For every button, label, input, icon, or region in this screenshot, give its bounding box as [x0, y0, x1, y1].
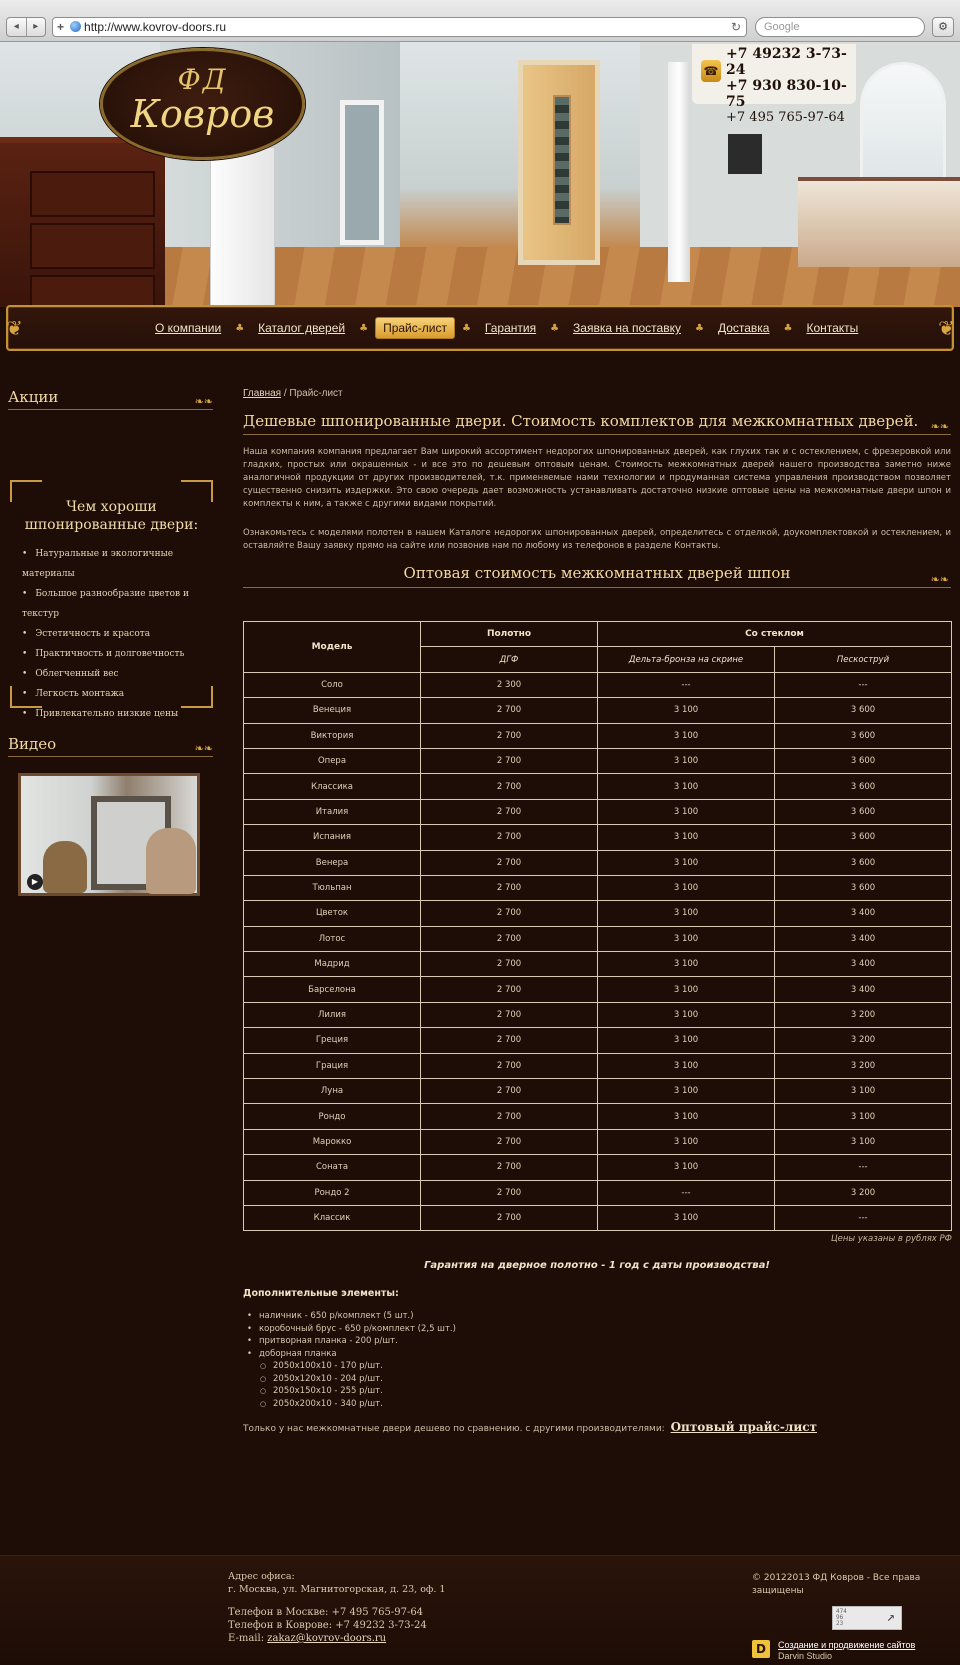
video-heading-text: Видео [8, 735, 57, 753]
corner-ornament-icon [181, 686, 213, 708]
video-heading [8, 735, 213, 757]
window-image [860, 62, 946, 182]
benefits-title-line2: шпонированные двери: [24, 517, 199, 533]
table-row [244, 977, 952, 1002]
cell-dgf: 2 700 [421, 1079, 598, 1104]
price-currency-note: Цены указаны в рублях РФ [831, 1234, 952, 1244]
cell-sand: 3 600 [775, 774, 952, 799]
table-row [244, 1104, 952, 1129]
cell-dgf: 2 700 [421, 952, 598, 977]
list-item: • Натуральные и экологичные материалы [22, 544, 213, 584]
table-row [244, 748, 952, 773]
back-icon[interactable]: ◂ [7, 18, 27, 36]
price-subtitle-text: Оптовая стоимость межкомнатных дверей шпон [403, 564, 791, 582]
cell-dgf: 2 700 [421, 799, 598, 824]
cell-sand: 3 600 [775, 825, 952, 850]
cell-model: Мадрид [244, 952, 421, 977]
cell-sand: 3 200 [775, 1002, 952, 1027]
list-item: • Облегченный вес [22, 664, 213, 684]
breadcrumb [243, 388, 343, 399]
cell-sand: --- [775, 1205, 952, 1230]
table-row [244, 926, 952, 951]
cell-sand: 3 200 [775, 1053, 952, 1078]
cell-dgf: 2 700 [421, 774, 598, 799]
table-row [244, 825, 952, 850]
cell-sand: 3 600 [775, 723, 952, 748]
globe-icon [70, 21, 81, 32]
intro-paragraph: Наша компания компания предлагает Вам широкий ассортимент недорогих шпонированных дверей, как глухих так и с остеклением, с фрезеровкой или гладких, простых или окрашенных - и все это по дешевым оптовым ценам. Стоимость межкомнатных дверей нашего производства заметно ниже аналогичной продукции от других производителей, т.к. применяемые нами технологии и продуманная система управления производством позволяет существенно снизить издержки. Это свою очередь дает возможность устанавливать достаточно низкие оптовые цены на межкомнатные двери шпон и комплекты к ним, а также с другими видами покрытий. [243, 447, 951, 509]
copyright: © 20122013 ФД Ковров - Все права защищены [752, 1573, 921, 1596]
cell-delta: --- [598, 672, 775, 697]
cell-sand: 3 200 [775, 1180, 952, 1205]
cell-delta: --- [598, 1180, 775, 1205]
cell-delta: 3 100 [598, 875, 775, 900]
benefits-title [10, 498, 213, 534]
arrow-icon: ↗ [886, 1609, 895, 1625]
cell-dgf: 2 700 [421, 1155, 598, 1180]
forward-icon[interactable]: ▸ [33, 21, 39, 32]
menu-separator-icon: ♣ [694, 322, 704, 334]
cell-dgf: 2 700 [421, 977, 598, 1002]
address-label: Адрес офиса: [228, 1571, 295, 1582]
breadcrumb-separator: / [281, 388, 290, 399]
header-phones [692, 44, 856, 125]
extras-heading: Дополнительные элементы: [243, 1288, 399, 1299]
cell-dgf: 2 700 [421, 1180, 598, 1205]
ornament-icon: ❧❧ [930, 573, 949, 586]
cell-sand: 3 400 [775, 952, 952, 977]
price-table [243, 621, 952, 1231]
developer-link[interactable]: Создание и продвижение сайтов [778, 1640, 916, 1650]
table-row [244, 952, 952, 977]
cell-sand: 3 100 [775, 1079, 952, 1104]
bed-image [798, 177, 960, 267]
cell-sand: 3 100 [775, 1104, 952, 1129]
main-menu [6, 305, 954, 351]
footer [0, 1555, 960, 1665]
table-row [244, 698, 952, 723]
table-row [244, 1079, 952, 1104]
table-row [244, 774, 952, 799]
counter-text: 474 96 23 [836, 1608, 847, 1627]
menu-separator-icon: ♣ [550, 322, 560, 334]
table-row [244, 1180, 952, 1205]
cell-dgf: 2 700 [421, 723, 598, 748]
page-title [243, 412, 951, 435]
cell-delta: 3 100 [598, 952, 775, 977]
cell-delta: 3 100 [598, 1028, 775, 1053]
cell-delta: 3 100 [598, 1002, 775, 1027]
menu-item-pricelist[interactable]: Прайс-лист [375, 317, 455, 339]
breadcrumb-current: Прайс-лист [289, 388, 343, 399]
back-forward-buttons[interactable] [6, 17, 46, 37]
reload-icon[interactable]: ↻ [730, 20, 741, 34]
menu-separator-icon: ♣ [461, 322, 471, 334]
list-item: ○ 2050x120x10 - 204 р/шт. [243, 1373, 643, 1386]
cell-delta: 3 100 [598, 1129, 775, 1154]
cell-model: Греция [244, 1028, 421, 1053]
cell-sand: 3 400 [775, 926, 952, 951]
menu-items [148, 317, 865, 339]
address-value: г. Москва, ул. Магнитогорская, д. 23, оф. 1 [228, 1584, 446, 1595]
menu-separator-icon: ♣ [235, 322, 245, 334]
footer-phones [228, 1606, 427, 1645]
ornament-icon: ❧❧ [930, 420, 949, 433]
cell-model: Луна [244, 1079, 421, 1104]
cell-model: Испания [244, 825, 421, 850]
list-item: • наличник - 650 р/комплект (5 шт.) [243, 1310, 643, 1323]
wholesale-pricelist-link[interactable]: Оптовый прайс-лист [670, 1420, 817, 1434]
table-row [244, 799, 952, 824]
column-image [668, 62, 690, 282]
list-item: • Эстетичность и красота [22, 624, 213, 644]
cell-dgf: 2 700 [421, 1104, 598, 1129]
url-text: http://www.kovrov-doors.ru [84, 20, 227, 34]
cell-model: Венера [244, 850, 421, 875]
cell-delta: 3 100 [598, 977, 775, 1002]
search-input[interactable] [755, 17, 925, 37]
cell-model: Классика [244, 774, 421, 799]
guarantee-note: Гарантия на дверное полотно - 1 год с даты производства! [424, 1260, 770, 1271]
list-item: • Привлекательно низкие цены [22, 704, 213, 724]
corner-ornament-icon [10, 480, 42, 502]
cell-sand: 3 600 [775, 748, 952, 773]
list-item: ○ 2050x150x10 - 255 р/шт. [243, 1385, 643, 1398]
menu-separator-icon: ♣ [359, 322, 369, 334]
cell-delta: 3 100 [598, 901, 775, 926]
cell-delta: 3 100 [598, 825, 775, 850]
cell-sand: 3 600 [775, 850, 952, 875]
col-sand-header: Пескоструй [775, 647, 952, 672]
footer-email [228, 1632, 427, 1645]
cell-model: Соло [244, 672, 421, 697]
phone-2: +7 930 830-10-75 [726, 78, 847, 110]
cell-dgf: 2 700 [421, 825, 598, 850]
play-icon[interactable]: ▶ [27, 874, 43, 890]
phone-kovrov: Телефон в Коврове: +7 49232 3-73-24 [228, 1620, 427, 1631]
promo-heading-text: Акции [8, 388, 59, 406]
cell-model: Цветок [244, 901, 421, 926]
cell-dgf: 2 700 [421, 875, 598, 900]
menu-item-catalog[interactable]: Каталог дверей [258, 321, 346, 335]
cell-delta: 3 100 [598, 1079, 775, 1104]
wholesale-text: Только у нас межкомнатные двери дешево по сравнению. с другими производителями: [243, 1424, 665, 1434]
table-row [244, 901, 952, 926]
logo-monogram: ФД [177, 63, 228, 96]
list-item: ○ 2050x200x10 - 340 р/шт. [243, 1398, 643, 1411]
tv-image [728, 134, 762, 174]
cell-sand: --- [775, 1155, 952, 1180]
cell-delta: 3 100 [598, 799, 775, 824]
oak-door-image [518, 60, 600, 265]
cell-dgf: 2 700 [421, 926, 598, 951]
page-title-text: Дешевые шпонированные двери. Стоимость комплектов для межкомнатных дверей. [243, 412, 919, 430]
cell-sand: --- [775, 672, 952, 697]
menu-separator-icon: ♣ [783, 322, 793, 334]
phone-moscow: Телефон в Москве: +7 495 765-97-64 [228, 1607, 424, 1618]
email-label: E-mail: [228, 1633, 268, 1644]
ornament-icon: ❧❧ [194, 742, 213, 755]
menu-item-guarantee[interactable]: Гарантия [484, 321, 537, 335]
white-door-image [210, 147, 275, 307]
cell-delta: 3 100 [598, 748, 775, 773]
doorway-image [340, 100, 384, 245]
cell-delta: 3 100 [598, 1205, 775, 1230]
cell-delta: 3 100 [598, 723, 775, 748]
cell-sand: 3 600 [775, 875, 952, 900]
table-row [244, 1129, 952, 1154]
cell-dgf: 2 700 [421, 1053, 598, 1078]
video-person [146, 828, 196, 894]
list-item: • Практичность и долговечность [22, 644, 213, 664]
col-glass-header: Со стеклом [598, 622, 952, 647]
list-item: • Легкость монтажа [22, 684, 213, 704]
add-bookmark-icon[interactable]: + [57, 20, 65, 34]
cell-model: Барселона [244, 977, 421, 1002]
cell-model: Лилия [244, 1002, 421, 1027]
cell-delta: 3 100 [598, 1155, 775, 1180]
cell-model: Виктория [244, 723, 421, 748]
cell-delta: 3 100 [598, 698, 775, 723]
email-link[interactable]: zakaz@kovrov-doors.ru [267, 1633, 387, 1644]
phone-icon: ☎ [701, 60, 721, 82]
cell-sand: 3 100 [775, 1129, 952, 1154]
catalog-paragraph: Ознакомьтесь с моделями полотен в нашем Каталоге недорогих шпонированных дверей, определитесь с отделкой, доукомплектовкой и остеклением, и оставляйте Вашу заявку прямо на сайте или позвонив нам по любому из телефонов в разделе Контакты. [243, 528, 951, 551]
table-row [244, 1053, 952, 1078]
menu-item-contacts[interactable]: Контакты [806, 321, 859, 335]
table-row [244, 723, 952, 748]
table-row [244, 1205, 952, 1230]
list-item: ○ 2050x100x10 - 170 р/шт. [243, 1360, 643, 1373]
cell-sand: 3 600 [775, 698, 952, 723]
cell-dgf: 2 700 [421, 1002, 598, 1027]
search-placeholder: Google [764, 21, 800, 33]
benefits-panel [10, 480, 213, 719]
cell-model: Рондо 2 [244, 1180, 421, 1205]
col-model-header: Модель [244, 622, 421, 673]
extras-list [243, 1310, 643, 1410]
cell-delta: 3 100 [598, 1104, 775, 1129]
cell-dgf: 2 700 [421, 1028, 598, 1053]
table-row [244, 875, 952, 900]
corner-ornament-icon [10, 686, 42, 708]
hero-banner [0, 42, 960, 307]
logo-name: Ковров [130, 92, 275, 136]
gear-icon[interactable]: ⚙ [932, 17, 954, 37]
menu-item-delivery[interactable]: Доставка [717, 321, 770, 335]
cell-dgf: 2 700 [421, 1205, 598, 1230]
phone-1: +7 49232 3-73-24 [726, 46, 847, 78]
list-item: • Большое разнообразие цветов и текстур [22, 584, 213, 624]
cell-model: Венеция [244, 698, 421, 723]
site-logo[interactable] [100, 48, 305, 160]
table-row [244, 1028, 952, 1053]
list-item: • доборная планка [243, 1348, 643, 1361]
cell-dgf: 2 700 [421, 748, 598, 773]
cell-dgf: 2 700 [421, 1129, 598, 1154]
cell-model: Соната [244, 1155, 421, 1180]
list-item: • притворная планка - 200 р/шт. [243, 1335, 643, 1348]
footer-address [228, 1570, 445, 1596]
cell-dgf: 2 700 [421, 850, 598, 875]
cell-model: Опера [244, 748, 421, 773]
cell-model: Тюльпан [244, 875, 421, 900]
promo-heading [8, 388, 213, 410]
col-panel-header: Полотно [421, 622, 598, 647]
darvin-logo-icon: D [752, 1640, 770, 1658]
cell-delta: 3 100 [598, 850, 775, 875]
visit-counter[interactable] [832, 1606, 902, 1630]
dresser-image [0, 137, 165, 307]
list-item: • коробочный брус - 650 р/комплект (2,5 шт.) [243, 1323, 643, 1336]
address-bar[interactable] [52, 17, 747, 37]
ornament-icon: ❧❧ [194, 395, 213, 408]
cell-model: Марокко [244, 1129, 421, 1154]
col-dgf-header: ДГФ [421, 647, 598, 672]
table-row [244, 672, 952, 697]
cell-sand: 3 400 [775, 901, 952, 926]
developer-name: Darvin Studio [778, 1651, 833, 1661]
corner-ornament-icon [181, 480, 213, 502]
table-row [244, 1155, 952, 1180]
phone-3: +7 495 765-97-64 [726, 110, 845, 125]
table-row [244, 1002, 952, 1027]
cell-dgf: 2 300 [421, 672, 598, 697]
col-delta-header: Дельта-бронза на скрине [598, 647, 775, 672]
cell-sand: 3 600 [775, 799, 952, 824]
wholesale-line [243, 1420, 817, 1434]
price-subtitle [243, 564, 951, 588]
benefits-title-line1: Чем хороши [66, 499, 157, 515]
cell-model: Италия [244, 799, 421, 824]
cell-delta: 3 100 [598, 774, 775, 799]
cell-model: Грация [244, 1053, 421, 1078]
cell-model: Классик [244, 1205, 421, 1230]
menu-item-about[interactable]: О компании [155, 321, 222, 335]
table-row [244, 850, 952, 875]
ornament-icon: ❦ [6, 316, 23, 340]
cell-model: Рондо [244, 1104, 421, 1129]
cell-sand: 3 400 [775, 977, 952, 1002]
cell-delta: 3 100 [598, 1053, 775, 1078]
cell-model: Лотос [244, 926, 421, 951]
browser-toolbar [0, 0, 960, 42]
menu-item-order[interactable]: Заявка на поставку [573, 321, 681, 335]
cell-dgf: 2 700 [421, 901, 598, 926]
breadcrumb-home-link[interactable]: Главная [243, 388, 282, 399]
cell-dgf: 2 700 [421, 698, 598, 723]
video-thumbnail[interactable] [18, 773, 200, 896]
video-person [43, 841, 87, 893]
cell-delta: 3 100 [598, 926, 775, 951]
ornament-icon: ❦ [938, 316, 955, 340]
cell-sand: 3 200 [775, 1028, 952, 1053]
